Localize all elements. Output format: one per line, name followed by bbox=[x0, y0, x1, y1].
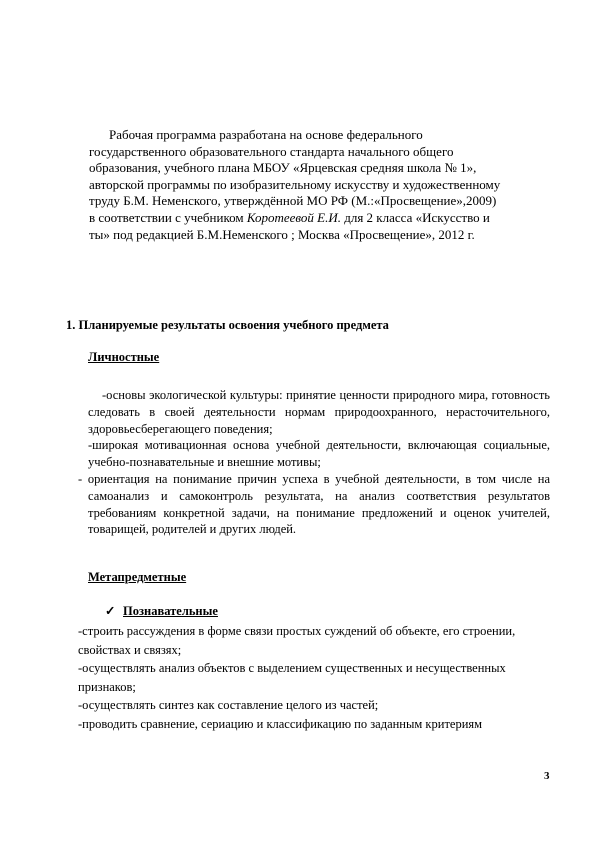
cognitive-heading bbox=[105, 603, 218, 619]
cognitive-item: -осуществлять синтез как составление целого из частей; bbox=[78, 698, 379, 713]
intro-paragraph bbox=[89, 127, 549, 243]
intro-line-2: государственного образовательного стандарта начального общего bbox=[89, 143, 454, 159]
personal-item: -широкая мотивационная основа учебной деятельности, включающая социальные, учебно-познавательные и внешние мотивы; bbox=[88, 438, 550, 470]
intro-line-5: труду Б.М. Неменского, утверждённой МО РФ (М.:«Просвещение»,2009) bbox=[89, 193, 497, 209]
textbook-author: Коротеевой Е.И. bbox=[246, 209, 341, 225]
intro-line-7: ты» под редакцией Б.М.Неменского ; Москва «Просвещение», 2012 г. bbox=[89, 226, 475, 242]
cognitive-results bbox=[78, 622, 553, 734]
intro-line-3: образования, учебного плана МБОУ «Ярцевская средняя школа № 1», bbox=[89, 160, 477, 176]
intro-line-6 bbox=[89, 210, 549, 227]
personal-results bbox=[78, 387, 550, 538]
personal-item: - ориентация на понимание причин успеха в учебной деятельности, в том числе на самоанализ и самоконтроль результата, на анализ соответствия результатов требованиям конкретной задачи, на понимание предложений и оценок учителей, товарищей, родителей и других людей. bbox=[78, 471, 550, 537]
cognitive-item: -проводить сравнение, сериацию и классификацию по заданным критериям bbox=[78, 716, 483, 731]
intro-line-6-start: в соответствии с учебником bbox=[89, 209, 247, 225]
intro-line-4: авторской программы по изобразительному искусству и художественному bbox=[89, 176, 501, 192]
section-heading: 1. Планируемые результаты освоения учебного предмета bbox=[66, 318, 389, 332]
cognitive-item: -осуществлять анализ объектов с выделением существенных и несущественных признаков; bbox=[78, 661, 506, 694]
page-number: 3 bbox=[544, 770, 550, 782]
intro-line-6-end: для 2 класса «Искусство и bbox=[340, 209, 490, 225]
checkmark-icon: ✓ bbox=[105, 604, 116, 618]
personal-item: -основы экологической культуры: принятие ценности природного мира, готовность следовать в своей деятельности нормам природоохранного, нерасточительного, здоровьесберегающего поведения; bbox=[88, 388, 550, 436]
cognitive-item: -строить рассуждения в форме связи простых суждений об объекте, его строении, свойствах и связях; bbox=[78, 624, 516, 657]
personal-heading: Личностные bbox=[88, 350, 160, 364]
cognitive-heading-label: Познавательные bbox=[123, 604, 218, 618]
meta-heading: Метапредметные bbox=[88, 570, 187, 584]
intro-line-1: Рабочая программа разработана на основе федерального bbox=[109, 127, 423, 142]
